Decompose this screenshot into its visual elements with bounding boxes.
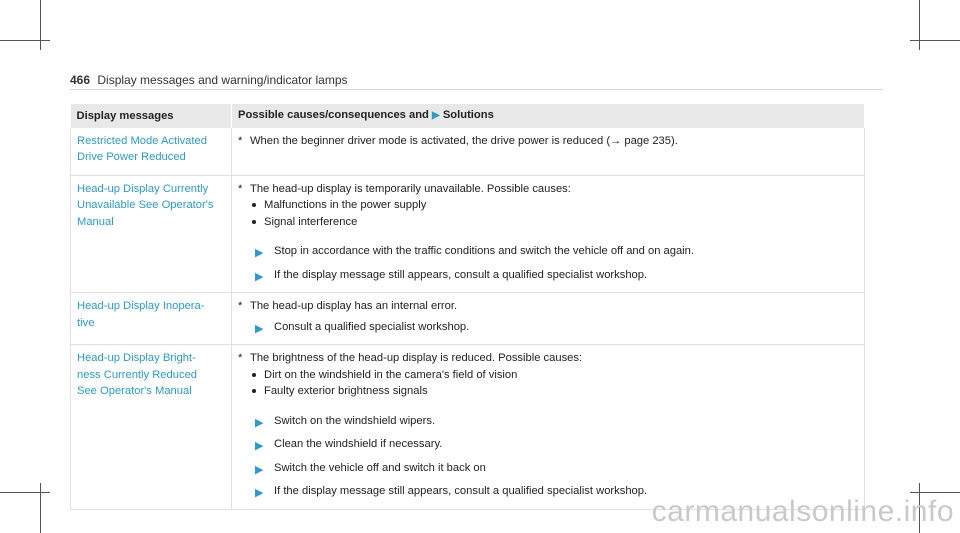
cause-cell	[232, 175, 865, 293]
table-header-row	[71, 104, 865, 128]
play-arrow-icon: ▶	[255, 270, 264, 283]
col-header-messages: Display messages	[71, 104, 232, 128]
crop-mark	[910, 40, 960, 41]
cause	[238, 181, 858, 198]
header-rule	[70, 89, 883, 90]
message-line: Manual	[77, 215, 114, 228]
asterisk-icon: *	[238, 352, 243, 364]
cause-text: The head-up display is temporarily unavailable. Possible causes:	[250, 182, 571, 195]
cause-cell	[232, 345, 865, 510]
message-line: Restricted Mode Activated	[77, 134, 207, 147]
cause-text: The brightness of the head-up display is reduced. Possible causes:	[250, 352, 583, 364]
solution-text: Switch the vehicle off and switch it back on	[274, 461, 486, 474]
cause-cell	[232, 293, 865, 345]
solution-step	[238, 267, 858, 284]
bullet-icon	[252, 203, 256, 207]
play-arrow-icon: ▶	[255, 247, 264, 259]
page-header	[70, 73, 348, 87]
message-line: Head-up Display Inopera-	[77, 300, 205, 312]
play-arrow-icon: ▶	[255, 463, 264, 476]
message-cell	[71, 128, 232, 176]
message-line: Unavailable See Operator's	[77, 199, 214, 211]
watermark: carmanualsonline.info	[651, 495, 954, 528]
table-row	[71, 128, 865, 176]
bullet-icon	[252, 389, 256, 393]
solution-step	[238, 319, 858, 336]
crop-mark	[0, 492, 50, 493]
page-number: 466	[70, 73, 91, 87]
play-arrow-icon: ▶	[432, 110, 440, 121]
solution-step	[238, 243, 858, 260]
message-line: Drive Power Reduced	[77, 151, 186, 163]
cause-text: The head-up display has an internal error.	[250, 300, 458, 312]
solution-text: Switch on the windshield wipers.	[274, 414, 436, 427]
cause	[238, 350, 858, 367]
crop-mark	[40, 483, 41, 533]
cause-bullet	[238, 367, 858, 384]
col-header-causes-label: Possible causes/consequences and	[238, 109, 429, 121]
play-arrow-icon: ▶	[255, 440, 264, 452]
message-line: tive	[77, 316, 95, 329]
asterisk-icon: *	[238, 134, 243, 147]
cause	[238, 298, 858, 315]
crop-mark	[40, 0, 41, 50]
solution-text: Consult a qualified specialist workshop.	[274, 320, 470, 333]
table-row	[71, 293, 865, 345]
crop-mark	[919, 0, 920, 50]
col-header-solutions-label: Solutions	[442, 109, 494, 121]
cause-bullet	[238, 383, 858, 400]
play-arrow-icon: ▶	[255, 487, 264, 499]
bullet-icon	[252, 373, 256, 377]
table-row	[71, 345, 865, 510]
solution-step	[238, 413, 858, 430]
bullet-text: Signal interference	[264, 215, 358, 228]
asterisk-icon: *	[238, 182, 243, 195]
solution-step	[238, 436, 858, 453]
message-cell	[71, 175, 232, 293]
solution-text: If the display message still appears, consult a qualified specialist workshop.	[274, 485, 648, 497]
cause-cell	[232, 128, 865, 176]
bullet-icon	[252, 220, 256, 224]
cause-bullet	[238, 214, 858, 231]
table-row	[71, 175, 865, 293]
bullet-text: Malfunctions in the power supply	[264, 199, 427, 211]
solution-step	[238, 460, 858, 477]
asterisk-icon: *	[238, 300, 243, 312]
play-arrow-icon: ▶	[255, 322, 264, 335]
cause	[238, 133, 858, 150]
page-title: Display messages and warning/indicator lamps	[97, 73, 348, 87]
message-line: See Operator's Manual	[77, 385, 192, 397]
message-line: ness Currently Reduced	[77, 368, 198, 381]
cause-text: When the beginner driver mode is activated, the drive power is reduced (→ page 235).	[250, 134, 678, 147]
play-arrow-icon: ▶	[255, 416, 264, 429]
bullet-text: Faulty exterior brightness signals	[264, 385, 428, 397]
solution-text: Clean the windshield if necessary.	[274, 438, 443, 450]
message-line: Head-up Display Bright-	[77, 352, 196, 364]
crop-mark	[0, 40, 50, 41]
message-cell	[71, 293, 232, 345]
crop-mark	[910, 492, 960, 493]
cause-bullet	[238, 197, 858, 214]
solution-text: Stop in accordance with the traffic conditions and switch the vehicle off and on again.	[274, 245, 695, 257]
message-cell	[71, 345, 232, 510]
solution-text: If the display message still appears, consult a qualified specialist workshop.	[274, 268, 648, 281]
bullet-text: Dirt on the windshield in the camera's field of vision	[264, 368, 518, 381]
col-header-causes	[232, 104, 865, 128]
messages-table	[70, 104, 865, 510]
message-line: Head-up Display Currently	[77, 182, 209, 195]
